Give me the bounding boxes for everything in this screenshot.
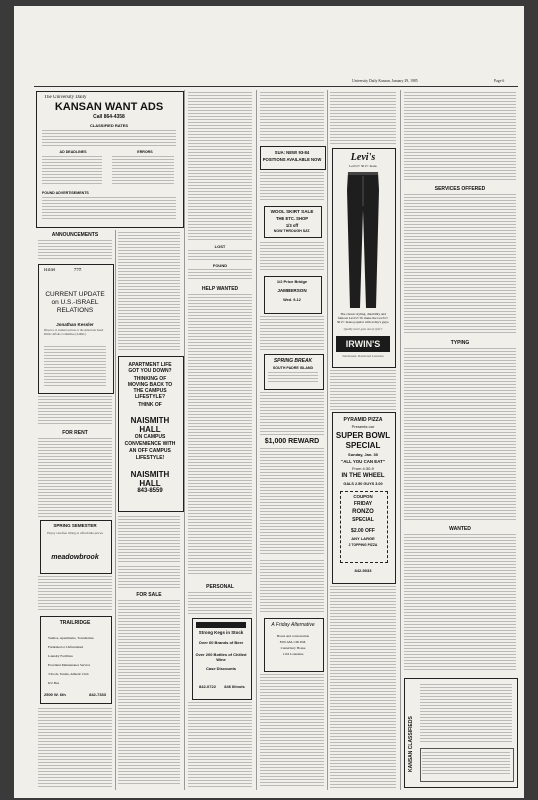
personal-text-2 bbox=[188, 702, 252, 788]
masthead-center: University Daily Kansan, January 29, 1985 bbox=[352, 79, 418, 83]
personal-text-1 bbox=[188, 592, 252, 616]
column-rule-1 bbox=[115, 230, 116, 790]
spring-semester-title: SPRING SEMESTER bbox=[53, 523, 97, 528]
wanted-head: WANTED bbox=[449, 526, 471, 532]
for-rent-text-2 bbox=[38, 576, 112, 612]
for-sale-head: FOR SALE bbox=[136, 592, 162, 598]
column-rule-4 bbox=[327, 90, 328, 790]
column-rule-2 bbox=[184, 90, 185, 790]
trailridge-address: 2500 W. 6th bbox=[44, 692, 66, 697]
naismith-line-5: THE CAMPUS bbox=[133, 388, 167, 394]
pizza-line-2: Presents our bbox=[351, 424, 375, 429]
wool-skirt-shop: THE ETC. SHOP bbox=[275, 216, 309, 221]
spring-break-title: SPRING BREAK bbox=[273, 358, 313, 364]
help-wanted-head: HELP WANTED bbox=[201, 286, 239, 292]
naismith-line-7: THINK OF bbox=[138, 402, 162, 408]
col4-text-3 bbox=[260, 316, 324, 352]
masthead-rule bbox=[34, 86, 518, 87]
col2-text-2 bbox=[118, 516, 180, 562]
col4-text-1 bbox=[260, 92, 324, 142]
bridge-line-3: Wed. 9-12 bbox=[283, 298, 301, 302]
want-ads-small: The University Daily bbox=[44, 95, 87, 100]
trailridge-item-3: Laundry Facilities bbox=[48, 654, 73, 658]
bridge-line-1: 1/2 Price Bridge bbox=[276, 279, 308, 284]
naismith-name: NAISMITH HALL bbox=[130, 416, 170, 434]
col5-text-1 bbox=[330, 92, 396, 146]
for-sale-text bbox=[118, 600, 180, 786]
friday-title: A Friday Alternative bbox=[271, 622, 315, 628]
trailridge-item-5: 3 Pools, Tennis, Athletic Club bbox=[48, 672, 89, 676]
trailridge-ad bbox=[40, 616, 112, 704]
found-ads-text bbox=[42, 197, 176, 221]
wool-skirt-title: WOOL SKIRT SALE bbox=[270, 209, 314, 214]
brewery-top: Strong Kegs in Stock bbox=[198, 630, 244, 635]
wanted-text bbox=[404, 534, 516, 672]
friday-line-4: 1116 Louisiana bbox=[282, 652, 304, 656]
help-wanted-text bbox=[188, 294, 252, 576]
naismith-campus-3: AN OFF CAMPUS bbox=[129, 448, 171, 454]
naismith-line-6: LIFESTYLE? bbox=[135, 394, 165, 400]
trailridge-item-4: Excellent Maintenance Service bbox=[48, 663, 91, 667]
wool-skirt-when: NOW THROUGH SAT. bbox=[273, 229, 311, 233]
brewery-line-3: Case Discounts bbox=[205, 666, 236, 671]
friday-line-1: Hours and conversation bbox=[276, 634, 310, 638]
positions-text bbox=[260, 172, 324, 202]
services-head: SERVICES OFFERED bbox=[434, 186, 486, 192]
levis-tagline: Quality never goes out of style® bbox=[343, 328, 383, 331]
trailridge-item-1: Studios, Apartments, Townhomes bbox=[48, 636, 94, 640]
lost-head: LOST bbox=[214, 244, 226, 249]
brewery-address: 846 Illinois bbox=[224, 684, 245, 689]
naismith-line-1: APARTMENT LIFE bbox=[128, 362, 172, 368]
for-rent-head: FOR RENT bbox=[62, 430, 88, 436]
levis-caption: The classic styling, durability and famous Levi's® fit make the Levi's® 501® Jeans popular with today's guys. bbox=[336, 312, 390, 324]
deadlines-text bbox=[42, 156, 102, 186]
coupon-line-4: SPECIAL bbox=[352, 517, 374, 523]
kansan-form-side-label: KANSAN CLASSIFIEDS bbox=[408, 716, 414, 772]
col6-text-1 bbox=[404, 92, 516, 180]
current-update-2: on U.S.-ISRAEL bbox=[51, 299, 99, 306]
naismith-campus-4: LIFESTYLE! bbox=[135, 455, 165, 461]
col5-text-3 bbox=[330, 586, 396, 788]
naismith-line-4: MOVING BACK TO bbox=[127, 382, 173, 388]
naismith-line-3: THINKING OF bbox=[133, 376, 167, 382]
spring-semester-ad bbox=[40, 520, 112, 574]
col5-text-2 bbox=[330, 370, 396, 410]
friday-line-3: Canterbury House bbox=[280, 646, 306, 650]
meadowbrook-logo: meadowbrook bbox=[51, 554, 99, 561]
reward-title: $1,000 REWARD bbox=[264, 438, 320, 445]
coupon-line-2: FRIDAY bbox=[353, 501, 373, 507]
naismith-campus-2: CONVENIENCE WITH bbox=[124, 441, 176, 447]
trailridge-phone: 842-7333 bbox=[89, 692, 106, 697]
irwins-sub: Stan Kesser, Downtown Lawrence bbox=[342, 355, 384, 358]
col2-text-1 bbox=[118, 232, 180, 352]
naismith-phone: 843-8559 bbox=[137, 488, 163, 494]
friday-line-2: 8:00 AM-1:00 P.M. bbox=[279, 640, 307, 644]
naismith-campus-1: ON CAMPUS bbox=[134, 434, 166, 440]
pizza-line-6: "ALL YOU CAN EAT" bbox=[341, 459, 385, 464]
announcements-head: ANNOUNCEMENTS bbox=[51, 232, 99, 238]
kansan-form-rate-values bbox=[422, 752, 510, 776]
hillel-details bbox=[44, 346, 106, 386]
brewery-line-2: Over 200 Bottles of Chilled Wine bbox=[195, 652, 247, 662]
newspaper-page bbox=[14, 6, 524, 798]
pizza-line-9: GALS 2.50 GUYS 3.00 bbox=[343, 482, 383, 486]
errors-head: ERRORS bbox=[137, 150, 153, 154]
trailridge-item-2: Furnished or Unfurnished bbox=[48, 645, 84, 649]
speaker-name: Jonathan Kessler bbox=[56, 322, 94, 327]
coupon-line-1: COUPON bbox=[353, 494, 373, 499]
coupon-line-5: $2.00 OFF bbox=[351, 528, 375, 534]
col4-text-6 bbox=[260, 674, 324, 788]
brewery-line-1: Over 60 Brands of Beer bbox=[198, 640, 244, 645]
pizza-line-1: PYRAMID PIZZA bbox=[343, 417, 383, 423]
kansan-form-lines[interactable] bbox=[420, 684, 512, 744]
spring-semester-sub: Enjoy carefree living at affordable prices bbox=[47, 531, 103, 535]
classified-rates-head: CLASSIFIED RATES bbox=[89, 123, 129, 128]
found-ads-head: FOUND ADVERTISEMENTS bbox=[42, 191, 89, 195]
pizza-line-8: IN THE WHEEL bbox=[341, 473, 385, 479]
levis-brand: Levi's bbox=[350, 152, 376, 163]
levis-sub: Levi's® 501® Jeans bbox=[349, 164, 377, 168]
personal-head: PERSONAL bbox=[206, 584, 234, 590]
wool-skirt-off: 1/3 off bbox=[285, 223, 299, 228]
errors-text bbox=[112, 156, 174, 186]
hillel-hebrew: הלל bbox=[74, 268, 82, 273]
lost-text bbox=[188, 250, 252, 260]
current-update-3: RELATIONS bbox=[56, 307, 94, 314]
pizza-line-3: SUPER BOWL bbox=[335, 431, 391, 440]
typing-text bbox=[404, 348, 516, 520]
want-ads-title: KANSAN WANT ADS bbox=[54, 101, 164, 113]
announcements-more bbox=[38, 396, 112, 424]
col2-text-3 bbox=[118, 566, 180, 588]
found-head: FOUND bbox=[212, 263, 228, 268]
col3-text-1 bbox=[188, 92, 252, 242]
hillel-label: Hillel bbox=[44, 268, 56, 273]
coupon-line-6: ANY LARGE bbox=[351, 536, 375, 541]
for-rent-text-3 bbox=[38, 708, 112, 788]
positions-head: SUA: NEW! 93-84 bbox=[274, 150, 310, 155]
typing-head: TYPING bbox=[450, 340, 470, 346]
bridge-line-2: JAMBERSON bbox=[277, 288, 307, 293]
masthead-page: Page 6 bbox=[494, 79, 505, 83]
pizza-line-7: From 4:30-9 bbox=[352, 466, 374, 471]
speaker-info: Director of student section of the American Israel Public Affairs Committee (AIPAC) bbox=[44, 329, 104, 336]
naismith-line-2: GOT YOU DOWN? bbox=[128, 368, 172, 374]
spring-break-text bbox=[268, 372, 318, 384]
services-text bbox=[404, 194, 516, 334]
brewery-logo-bar bbox=[196, 622, 246, 628]
rates-table bbox=[42, 130, 176, 146]
pizza-line-4: SPECIAL bbox=[345, 441, 381, 450]
deadlines-head: AD DEADLINES bbox=[59, 150, 87, 154]
positions-sub: POSITIONS AVAILABLE NOW bbox=[262, 157, 322, 162]
spring-break-sub: SOUTH PADRE ISLAND bbox=[272, 366, 314, 370]
col4-text-2 bbox=[260, 242, 324, 272]
trailridge-item-6: KU Bus bbox=[48, 681, 60, 685]
brewery-phone: 842-0722 bbox=[199, 684, 216, 689]
reward-text bbox=[260, 448, 324, 556]
jeans-illustration bbox=[346, 170, 380, 310]
found-text bbox=[188, 269, 252, 281]
column-rule-3 bbox=[256, 90, 257, 790]
coupon-line-3: RONZO bbox=[352, 509, 374, 515]
pizza-phone: 842-5033 bbox=[354, 568, 372, 573]
current-update: CURRENT UPDATE bbox=[45, 291, 105, 298]
col4-text-4 bbox=[260, 392, 324, 436]
pizza-line-5: Sunday, Jan. 30 bbox=[348, 452, 378, 457]
announcements-text bbox=[38, 240, 112, 260]
irwins-name: IRWIN'S bbox=[345, 339, 381, 349]
want-ads-phone: Call 864-4358 bbox=[93, 114, 125, 120]
column-rule-5 bbox=[400, 90, 401, 790]
coupon-line-7: 2 TOPPING PIZZA bbox=[348, 543, 378, 547]
col4-text-5 bbox=[260, 560, 324, 612]
naismith-name-2: NAISMITH HALL bbox=[130, 470, 170, 488]
trailridge-title: TRAILRIDGE bbox=[59, 620, 91, 626]
for-rent-text bbox=[38, 438, 112, 518]
